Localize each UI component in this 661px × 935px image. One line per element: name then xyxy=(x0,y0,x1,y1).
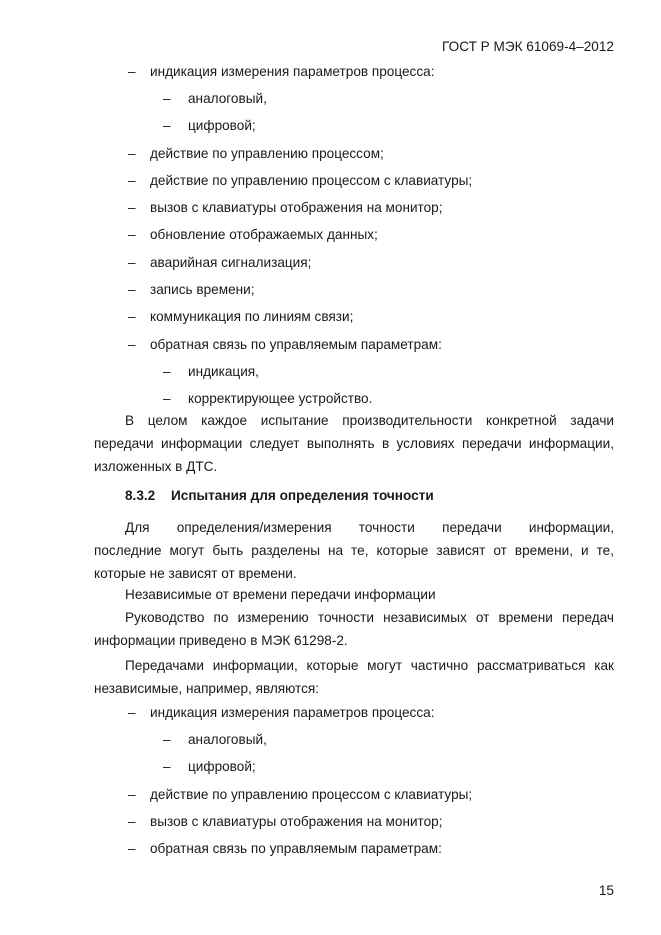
list-item: вызов с клавиатуры отображения на монитор; xyxy=(150,200,443,215)
list-dash: – xyxy=(128,282,136,297)
list-dash: – xyxy=(163,364,171,379)
list-item: индикация измерения параметров процесса: xyxy=(150,705,435,720)
list-dash: – xyxy=(128,146,136,161)
paragraph-line: Руководство по измерению точности независимых от времени передач xyxy=(125,610,614,625)
list-item: обратная связь по управляемым параметрам: xyxy=(150,841,442,856)
list-item: вызов с клавиатуры отображения на монитор; xyxy=(150,814,443,829)
paragraph-line: информации приведено в МЭК 61298-2. xyxy=(94,633,348,648)
list-item: действие по управлению процессом с клавиатуры; xyxy=(150,787,473,802)
list-dash: – xyxy=(128,173,136,188)
paragraph-performance-test xyxy=(94,409,614,478)
list-dash: – xyxy=(163,732,171,747)
list-dash: – xyxy=(163,91,171,106)
paragraph-line: Независимые от времени передачи информации xyxy=(125,587,436,602)
paragraph-line: последние могут быть разделены на те, которые зависят от времени, и те, xyxy=(94,543,614,558)
list-dash: – xyxy=(128,227,136,242)
list-dash: – xyxy=(163,118,171,133)
list-item: аналоговый, xyxy=(188,732,267,747)
paragraph-line: передачи информации следует выполнять в условиях передачи информации, xyxy=(94,436,614,451)
list-dash: – xyxy=(128,64,136,79)
paragraph-line: независимые, например, являются: xyxy=(94,681,320,696)
list-item: аварийная сигнализация; xyxy=(150,255,312,270)
list-item: индикация, xyxy=(188,364,259,379)
list-item: действие по управлению процессом с клавиатуры; xyxy=(150,173,473,188)
page-number: 15 xyxy=(598,883,614,898)
list-item: действие по управлению процессом; xyxy=(150,146,384,161)
list-item: запись времени; xyxy=(150,282,255,297)
paragraph-guidance xyxy=(94,606,614,652)
list-item: корректирующее устройство. xyxy=(188,391,373,406)
list-dash: – xyxy=(163,759,171,774)
paragraph-line: Для определения/измерения точности передачи информации, xyxy=(125,520,614,535)
list-item: индикация измерения параметров процесса: xyxy=(150,64,435,79)
list-dash: – xyxy=(163,391,171,406)
paragraph-line: Передачами информации, которые могут частично рассматриваться как xyxy=(125,658,614,673)
list-dash: – xyxy=(128,787,136,802)
list-dash: – xyxy=(128,705,136,720)
list-dash: – xyxy=(128,814,136,829)
paragraph-line: изложенных в ДТС. xyxy=(94,459,218,474)
section-title: Испытания для определения точности xyxy=(171,488,434,503)
paragraph-examples xyxy=(94,654,614,700)
list-item: цифровой; xyxy=(188,118,256,133)
document-header: ГОСТ Р МЭК 61069-4–2012 xyxy=(442,39,614,54)
list-dash: – xyxy=(128,200,136,215)
list-dash: – xyxy=(128,841,136,856)
paragraph-time-independent xyxy=(94,583,614,606)
paragraph-line: которые не зависят от времени. xyxy=(94,566,297,581)
list-item: коммуникация по линиям связи; xyxy=(150,309,354,324)
paragraph-line: В целом каждое испытание производительности конкретной задачи xyxy=(125,413,614,428)
list-item: цифровой; xyxy=(188,759,256,774)
list-item: обратная связь по управляемым параметрам: xyxy=(150,337,442,352)
list-dash: – xyxy=(128,309,136,324)
section-number: 8.3.2 xyxy=(125,488,156,503)
list-item: обновление отображаемых данных; xyxy=(150,227,378,242)
paragraph-accuracy xyxy=(94,516,614,585)
list-dash: – xyxy=(128,337,136,352)
list-dash: – xyxy=(128,255,136,270)
list-item: аналоговый, xyxy=(188,91,267,106)
